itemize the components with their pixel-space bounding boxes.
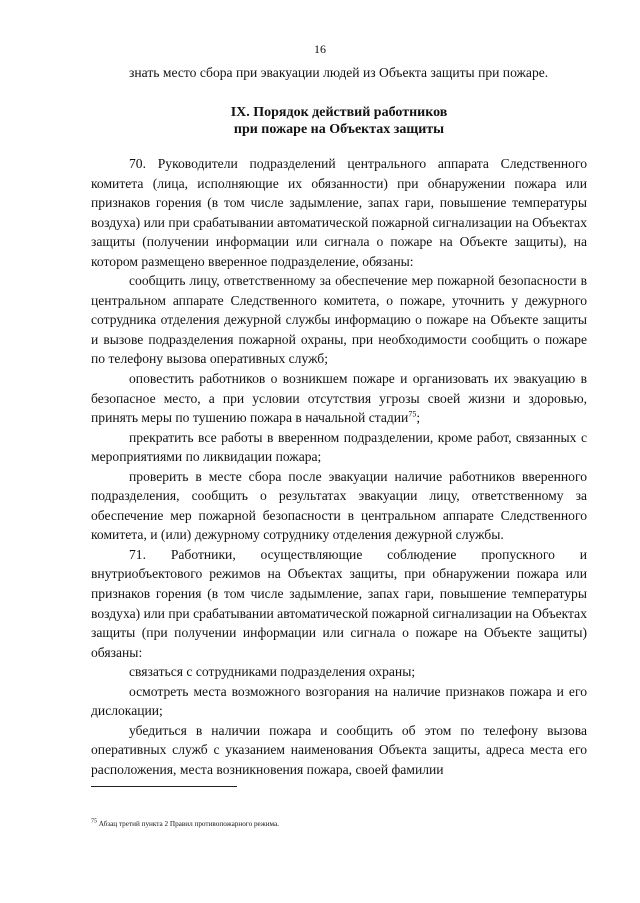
paragraph-70-item-b [91, 369, 587, 428]
footnote-reference: 75 [408, 409, 417, 419]
paragraph-71-item-b: осмотреть места возможного возгорания на наличие признаков пожара и его дислокации; [91, 683, 587, 719]
footnote-divider [91, 786, 237, 787]
paragraph-70-item-a: сообщить лицу, ответственному за обеспечение мер пожарной безопасности в центральном аппарате Следственного комитета, о пожаре, уточнить у дежурного сотрудника отделения дежурной службы информацию о пожаре на Объекте защиты и вызове подразделения пожарной охраны, при необходимости сообщить о пожаре по телефону вызова оперативных служб; [91, 273, 587, 367]
section-body [91, 154, 587, 780]
paragraph-70: 70. Руководители подразделений центрального аппарата Следственного комитета (лица, исполняющие их обязанности) при обнаружении пожара или признаков горения (в том числе задымление, запах гари, повышение температуры воздуха) или при срабатывании автоматической пожарной сигнализации на Объектах защиты (получении информации или сигнала о пожаре на Объекте защиты), на котором размещено вверенное подразделение, обязаны: [91, 156, 587, 269]
paragraph-70-item-d: проверить в месте сбора после эвакуации наличие работников вверенного подразделения, сообщить о результатах эвакуации лицу, ответственному за обеспечение мер пожарной безопасности в центральном аппарате Следственного комитета, и (или) дежурному сотруднику отделения дежурной службы. [91, 468, 587, 543]
paragraph-71-item-a: связаться с сотрудниками подразделения охраны; [129, 664, 416, 680]
paragraph-70-item-b-end: ; [416, 410, 421, 426]
footnote-text: Абзац третий пункта 2 Правил противопожарного режима. [98, 820, 280, 828]
paragraph-71-item-c: убедиться в наличии пожара и сообщить об этом по телефону вызова оперативных служб с указанием наименования Объекта защиты, адреса места его расположения, места возникновения пожара, своей фамилии [91, 722, 587, 777]
section-title-line2: при пожаре на Объектах защиты [233, 122, 445, 137]
intro-paragraph [91, 63, 587, 82]
paragraph-70-item-c: прекратить все работы в вверенном подразделении, кроме работ, связанных с мероприятиями по ликвидации пожара; [91, 429, 587, 465]
footnote [91, 820, 587, 829]
section-title-line1: IX. Порядок действий работников [230, 105, 448, 120]
intro-text: знать место сбора при эвакуации людей из Объекта защиты при пожаре. [129, 65, 549, 80]
page-number: 16 [314, 42, 326, 56]
paragraph-70-item-b-text: оповестить работников о возникшем пожаре и организовать их эвакуацию в безопасное место, а при условии отсутствия угрозы своей жизни и здоровью, принять меры по тушению пожара в начальной стадии [91, 371, 587, 426]
footnote-number: 75 [91, 818, 97, 825]
paragraph-71: 71. Работники, осуществляющие соблюдение пропускного и внутриобъектового режимов на Объектах защиты, при обнаружении пожара или признаков горения (в том числе задымление, запах гари, повышение температуры воздуха) или при срабатывании автоматической пожарной сигнализации на Объектах защиты (при получении информации или сигнала о пожаре на Объекте защиты) обязаны: [91, 546, 587, 660]
section-heading [91, 104, 587, 138]
